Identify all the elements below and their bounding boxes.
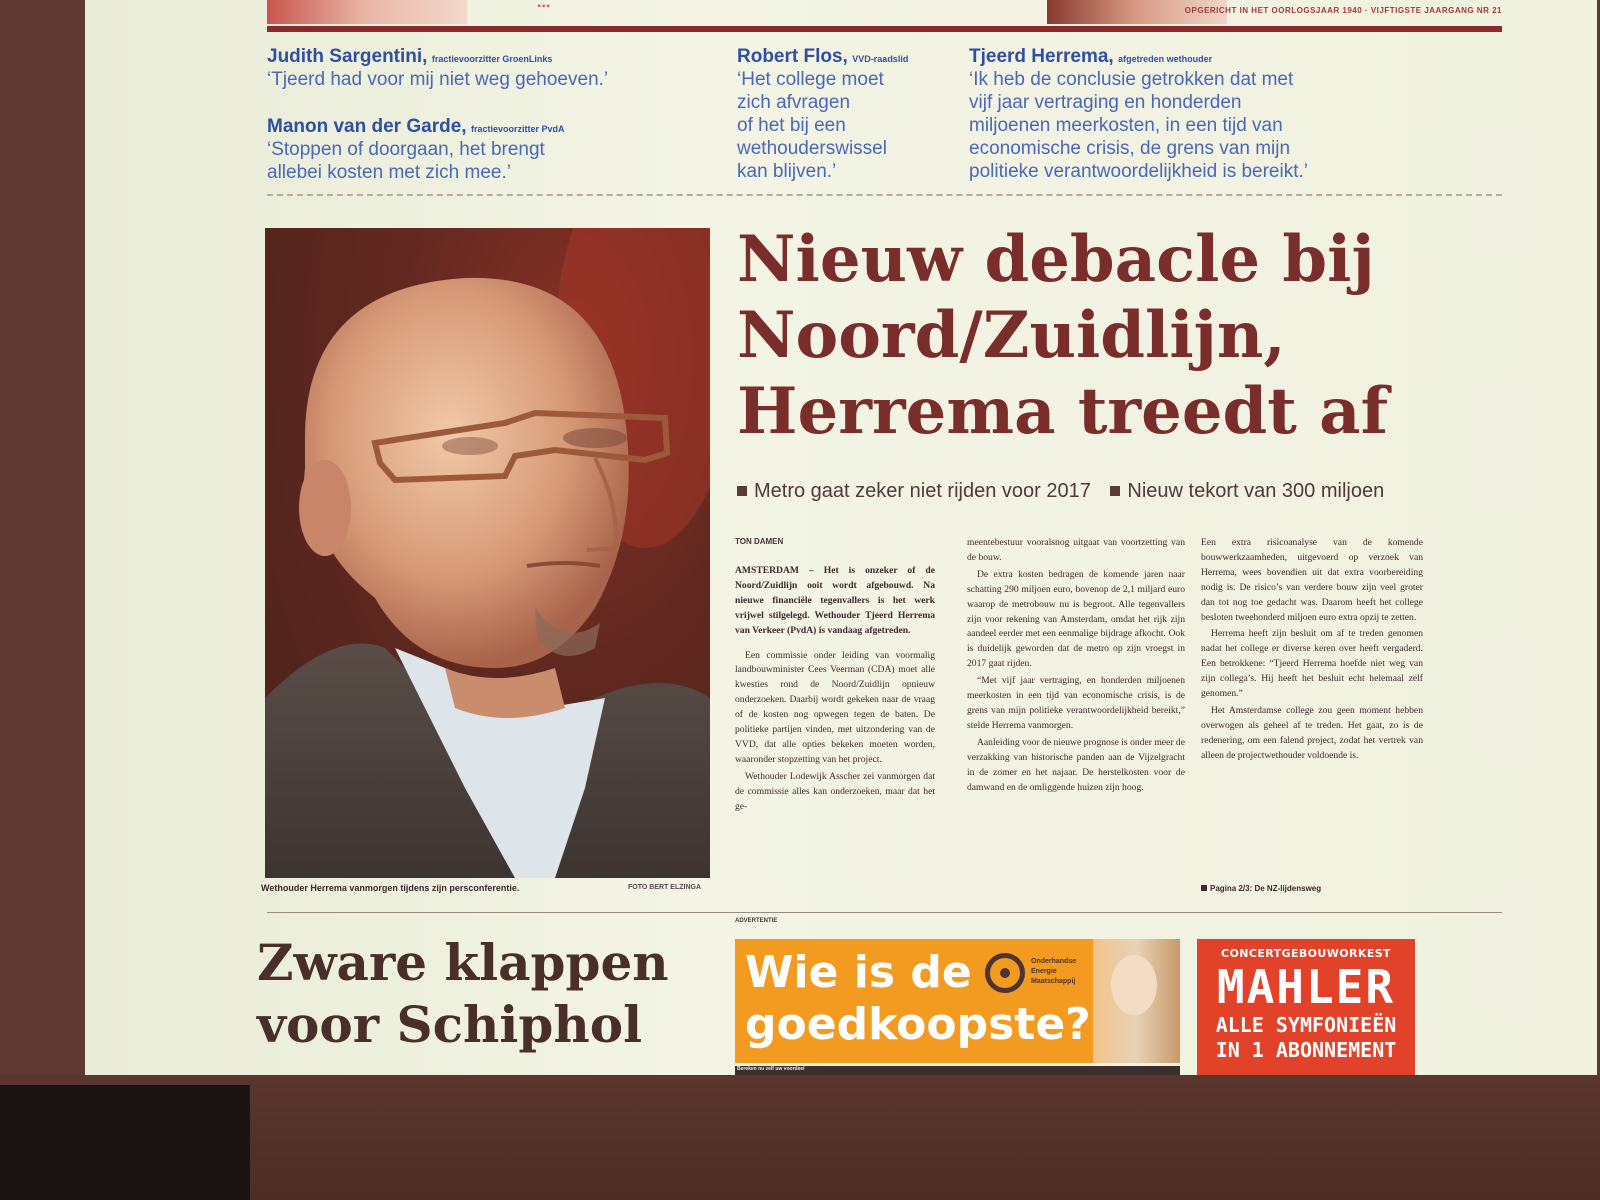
ad-brand-line: Energie (1031, 968, 1057, 975)
page-reference-text: Pagina 2/3: De NZ-lijdensweg (1210, 884, 1322, 893)
article-paragraph: Een commissie onder leiding van voormalig landbouwminister Cees Veerman (CDA) moet alle kwesties rond de Noord/Zuidlijn opnieuw onderzoeken. Daarbij wordt gekeken naar de vraag of de kosten nog opwegen tegen de baten. De politieke partijen vinden, met uitzondering van de VVD, dat alle opties bekeken moeten worden, waaronder stopzetting van het project. (735, 649, 935, 765)
quote-line: ‘Het college moet (737, 69, 884, 90)
article-column-3 (1201, 536, 1423, 766)
subheadlines (737, 480, 1507, 503)
bullet-square-icon (737, 486, 747, 496)
article-column-2 (967, 536, 1185, 797)
article-paragraph: Wethouder Lodewijk Asscher zei vanmorgen dat de commissie alles kan onderzoeken, maar dat het ge- (735, 770, 935, 812)
quote-sargentini (267, 46, 707, 91)
projected-newspaper-page (85, 0, 1597, 1078)
ad-slogan-line: goedkoopste? (745, 999, 1091, 1050)
quote-name: Tjeerd Herrema, (969, 46, 1114, 67)
quote-line: economische crisis, de grens van mijn (969, 138, 1291, 159)
ad-slogan-line: Wie is de (745, 947, 972, 998)
second-headline (257, 932, 669, 1056)
quote-line: wethouderswissel (737, 138, 887, 159)
article-paragraph: Het Amsterdamse college zou geen moment hebben overwogen als geheel af te treden. Het gaat, zo is de redenering, om een falend project, zodat het vertrek van alleen de projectwethouder voldoende is. (1201, 704, 1423, 761)
quote-van-der-garde (267, 116, 707, 184)
portrait-illustration (265, 228, 710, 878)
quote-line: vijf jaar vertraging en honderden (969, 92, 1242, 113)
masthead-image-left (267, 0, 467, 24)
quote-line: kan blijven.’ (737, 161, 837, 182)
second-headline-line: voor Schiphol (257, 995, 643, 1054)
headline-line: Noord/Zuidlijn, (737, 298, 1286, 373)
ad-footer-text: Bereken nu zelf uw voordeel (737, 1066, 805, 1072)
quote-line: of het bij een (737, 115, 846, 136)
quote-line: zich afvragen (737, 92, 851, 113)
energy-advertisement (735, 939, 1180, 1063)
quote-role: VVD-raadslid (852, 54, 909, 64)
portrait-photo (265, 228, 710, 878)
bullet-square-icon (1201, 885, 1207, 891)
subheadline-item: Metro gaat zeker niet rijden voor 2017 (754, 480, 1091, 502)
ad-mahler-subtitle-2: IN 1 ABONNEMENT (1215, 1038, 1397, 1062)
ad-brand-text (1031, 957, 1076, 987)
page-reference (1201, 884, 1321, 893)
ad-orchestra-name: CONCERTGEBOUWORKEST (1221, 947, 1391, 960)
quote-line: politieke verantwoordelijkheid is bereikt.’ (969, 161, 1309, 182)
quote-line: ‘Stoppen of doorgaan, het brengt (267, 139, 545, 160)
quote-line: ‘Tjeerd had voor mij niet weg gehoeven.’ (267, 69, 609, 90)
bullet-square-icon (1110, 486, 1120, 496)
article-paragraph: Herrema heeft zijn besluit om af te treden genomen nadat het college er diverse keren over heeft vergaderd. Een betrokkene: “Tjeerd Herrema hoefde niet weg van zijn collega’s. Hij heeft het besluit echt helemaal zelf genomen.” (1201, 628, 1423, 700)
article-column-1 (735, 564, 935, 817)
headline-line: Herrema treedt af (737, 374, 1389, 449)
masthead-rule (267, 26, 1502, 32)
ad-model-photo (1093, 939, 1180, 1063)
photo-caption-text: Wethouder Herrema vanmorgen tijdens zijn persconferentie. (261, 883, 520, 893)
photo-credit: FOTO BERT ELZINGA (628, 884, 701, 891)
masthead-strip (267, 0, 1502, 26)
masthead-small-text: OPGERICHT IN HET OORLOGSJAAR 1940 · VIJFTIGSTE JAARGANG NR 21 (1184, 6, 1502, 15)
quote-line: ‘Ik heb de conclusie getrokken dat met (969, 69, 1294, 90)
foreground-object (0, 1085, 250, 1200)
section-divider (267, 912, 1502, 913)
subheadline-item: Nieuw tekort van 300 miljoen (1127, 480, 1385, 502)
quote-name: Manon van der Garde, (267, 116, 467, 137)
article-byline: TON DAMEN (735, 537, 784, 546)
quote-role: fractievoorzitter PvdA (471, 124, 565, 134)
article-paragraph: De extra kosten bedragen de komende jaren naar schatting 290 miljoen euro, bovenop de 2,1 miljard euro waarop de metrobouw nu is begroot. Alle tegenvallers zijn voor rekening van Amsterdam, omdat het rijk zijn aandeel eerder met een eenmalige bijdrage afkocht. Ook is duidelijk geworden dat de metro op zijn vroegst in 2017 gaat rijden. (967, 568, 1185, 670)
ad-mahler-title: MAHLER (1216, 960, 1396, 1014)
article-paragraph: “Met vijf jaar vertraging, en honderden miljoenen meerkosten in een tijd van economische crisis, is de grens van mijn politieke verantwoordelijkheid bereikt,” stelde Herrema vanmorgen. (967, 675, 1185, 731)
headline-line: Nieuw debacle bij (737, 222, 1375, 297)
article-paragraph: Aanleiding voor de nieuwe prognose is onder meer de verzakking van historische panden aan de Vijzelgracht in de zomer en het najaar. De herstelkosten voor de damwand en de omliggende huizen zijn hoog. (967, 736, 1185, 793)
article-paragraph: Een extra risicoanalyse van de komende bouwwerkzaamheden, uitgevoerd op verzoek van Herrema, wees bovendien uit dat extra voorbereiding nodig is. De risico’s van verdere bouw zijn veel groter dan tot nog toe gedacht was. Daarom heeft het college besloten tweehonderd miljoen euro extra opzij te zetten. (1201, 537, 1423, 623)
target-logo-icon (985, 953, 1025, 993)
quote-line: miljoenen meerkosten, in een tijd van (969, 115, 1283, 136)
mahler-advertisement (1197, 939, 1415, 1078)
article-paragraph: meentebestuur vooralsnog uitgaat van voortzetting van de bouw. (967, 537, 1185, 563)
ad-brand-line: Onderhandse (1031, 958, 1077, 965)
ad-brand-line: Maatschappij (1031, 978, 1076, 985)
quote-name: Judith Sargentini, (267, 46, 428, 67)
photo-caption (261, 883, 701, 893)
quote-divider (267, 194, 1502, 196)
quote-role: afgetreden wethouder (1118, 54, 1213, 64)
main-headline (737, 222, 1507, 450)
quote-name: Robert Flos, (737, 46, 848, 67)
quote-role: fractievoorzitter GroenLinks (431, 54, 553, 64)
quote-flos (737, 46, 957, 183)
second-headline-line: Zware klappen (257, 933, 669, 992)
article-lede: AMSTERDAM – Het is onzeker of de Noord/Zuidlijn ooit wordt afgebouwd. Na nieuwe financiële tegenvallers is het werk vrijwel stilgelegd. Wethouder Tjeerd Herrema van Verkeer (PvdA) is vandaag afgetreden. (735, 565, 935, 636)
quote-herrema (969, 46, 1429, 183)
masthead-red-text: ... (537, 0, 551, 11)
ad-mahler-subtitle: ALLE SYMFONIEËN (1215, 1013, 1397, 1037)
advertisement-label: ADVERTENTIE (735, 918, 778, 924)
quote-line: allebei kosten met zich mee.’ (267, 162, 511, 183)
